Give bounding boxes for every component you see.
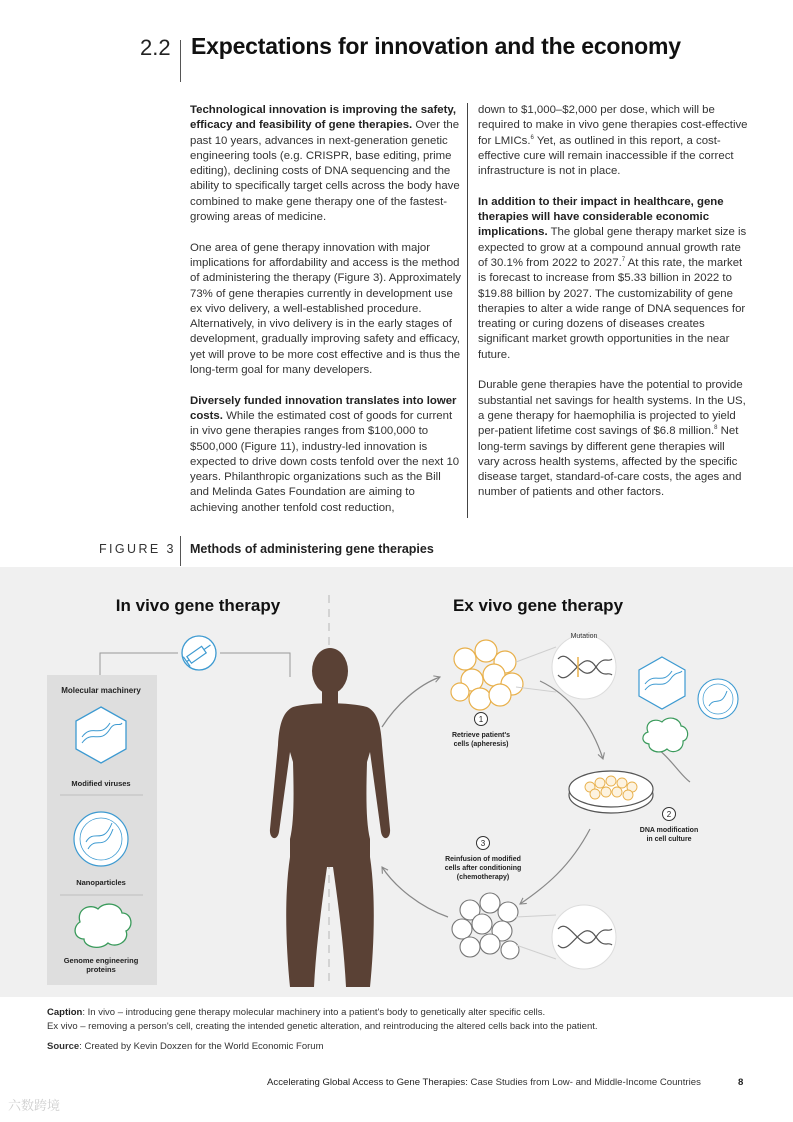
footnote-ref[interactable]: 8 [714,425,718,432]
source-label: Source [47,1041,80,1052]
step-3-label-line2: cells after conditioning [444,865,522,872]
zoom-line [516,915,556,917]
step-2-label-line1: DNA modification [639,827,699,834]
footnote-ref[interactable]: 7 [621,257,626,264]
paragraph-body: At this rate, the market is forecast to increase from $5.33 billion in 2022 to $19.88 billion by 2027. The customizability of gene therapies to alter a wide range of DNA sequences for treating or curing dozens of diseases creates significant market growth opportunities in the near future. [478,256,746,361]
paragraph [478,378,748,500]
left-column [190,103,462,531]
svg-text:3: 3 [480,839,486,848]
figure-label: FIGURE 3 [99,542,176,556]
zoom-line [516,945,556,959]
arrow [520,829,590,904]
human-body-illustration [270,648,390,987]
genome-label-line1: Genome engineering [63,956,139,965]
paragraph-lead: In addition to their impact in healthcare, gene therapies will have considerable economic implications. [478,195,724,239]
paragraph-body: Net long-term savings by different gene therapies will vary across health systems, affected by the specific disease target, standard-of-care costs, the ages and number of patients and other factors. [478,425,742,499]
ex-vivo-protein-icon [643,718,688,752]
step-2-badge [663,808,676,821]
paragraph [190,241,462,379]
caption-line [47,1006,598,1020]
modified-cells-icon [452,893,519,959]
ex-vivo-title: Ex vivo gene therapy [452,596,624,615]
right-column [478,103,748,516]
corrected-dna-callout [552,905,616,969]
connector-line [220,653,290,677]
paragraph-lead: Technological innovation is improving the safety, efficacy and feasibility of gene therapies. [190,104,457,132]
syringe-icon [182,636,216,670]
ex-vivo-nanoparticle-icon [698,679,738,719]
paragraph [190,394,462,516]
section-title: Expectations for innovation and the economy [191,33,681,59]
arrow [382,867,448,917]
paragraph-body: One area of gene therapy innovation with major implications for affordability and access is the method of administering the therapy (Figure 3). Approximately 73% of gene therapies currently in development use ex vivo delivery, a well-established procedure. Alternatively, in vivo delivery is in the early stages of development, gradually improving safety and efficacy, yet will prove to be more cost effective and is thus the long-term goal for many developers. [190,241,461,377]
nanoparticle-icon [74,812,128,866]
figure-title: Methods of administering gene therapies [190,542,434,556]
nanoparticles-label: Nanoparticles [76,878,126,887]
svg-text:1: 1 [478,715,484,724]
step-1-label-line1: Retrieve patient's [451,732,511,739]
arrow [382,677,440,727]
step-2-label-line2: in cell culture [646,836,692,843]
page-footer [267,1077,701,1088]
petri-dish-icon [569,771,653,813]
column-divider [467,103,468,518]
modified-viruses-label: Modified viruses [71,779,131,788]
paragraph-body: While the estimated cost of goods for current in vivo gene therapies ranges from $100,000 to $500,000 (Figure 11), industry-led innovation is expected to drive down costs tenfold over the next 10 years. Philanthropic organizations such as the Bill and Melinda Gates Foundation are aiming to achieving another tenfold cost reduction, [190,409,460,514]
paragraph-body: Over the past 10 years, advances in next-generation genetic engineering tools (e.g. CRISPR, base editing, prime editing), declining costs of DNA sequencing and the ability to specifically target cells across the body have combined to make gene therapy one of the fastest-growing areas of medicine. [190,119,460,224]
step-1-badge [475,713,488,726]
page-number: 8 [738,1077,744,1088]
paragraph [478,195,748,363]
figure-panel [0,567,793,997]
footnote-ref[interactable]: 6 [530,134,534,141]
paragraph-body: down to $1,000–$2,000 per dose, which will be required to make in vivo gene therapies cost-effective for LMICs. [478,104,748,147]
step-3-label-line3: (chemotherapy) [456,874,510,881]
paragraph [190,103,462,225]
figure-source [47,1041,324,1052]
paragraph-lead: Diversely funded innovation translates into lower costs. [190,394,457,422]
figure-divider [180,536,181,566]
patient-cells-icon [451,640,523,710]
genome-label-line2: proteins [86,965,116,974]
source-text: : Created by Kevin Doxzen for the World Economic Forum [79,1041,324,1052]
paragraph-body: Yet, as outlined in this report, a cost-effective cure will remain inaccessible if the correct infrastructure is not in place. [478,134,734,178]
svg-text:2: 2 [666,810,672,819]
figure-caption [47,1006,598,1034]
caption-label: Caption [47,1007,83,1018]
caption-text: : In vivo – introducing gene therapy molecular machinery into a patient's body to genetically alter specific cells. [82,1007,546,1018]
in-vivo-title: In vivo gene therapy [115,596,281,615]
paragraph-body: The global gene therapy market size is expected to grow at a compound annual growth rate of 30.1% from 2022 to 2027. [478,226,747,269]
mutation-label: Mutation [570,633,598,640]
footer-title: Accelerating Global Access to Gene Therapies: [267,1077,468,1088]
footer-subtitle: Case Studies from Low- and Middle-Income Countries [467,1077,701,1088]
mutation-dna-callout [552,635,616,699]
molecular-machinery-label: Molecular machinery [61,686,141,695]
caption-line: Ex vivo – removing a person's cell, creating the intended genetic alteration, and reintroducing the altered cells back into the patient. [47,1021,598,1032]
ex-vivo-virus-icon [639,657,685,709]
paragraph [478,103,748,179]
step-3-badge [477,837,490,850]
step-1-label-line2: cells (apheresis) [453,741,509,748]
watermark: 六数跨境 [8,1098,61,1113]
paragraph-body: Durable gene therapies have the potential to provide substantial net savings for health systems. In the US, a gene therapy for haemophilia is projected to yield per-patient lifetime cost savings of $6.8 million. [478,379,746,438]
zoom-line [516,647,556,662]
section-number: 2.2 [140,35,171,60]
step-3-label-line1: Reinfusion of modified [445,856,521,863]
section-divider [180,40,181,82]
